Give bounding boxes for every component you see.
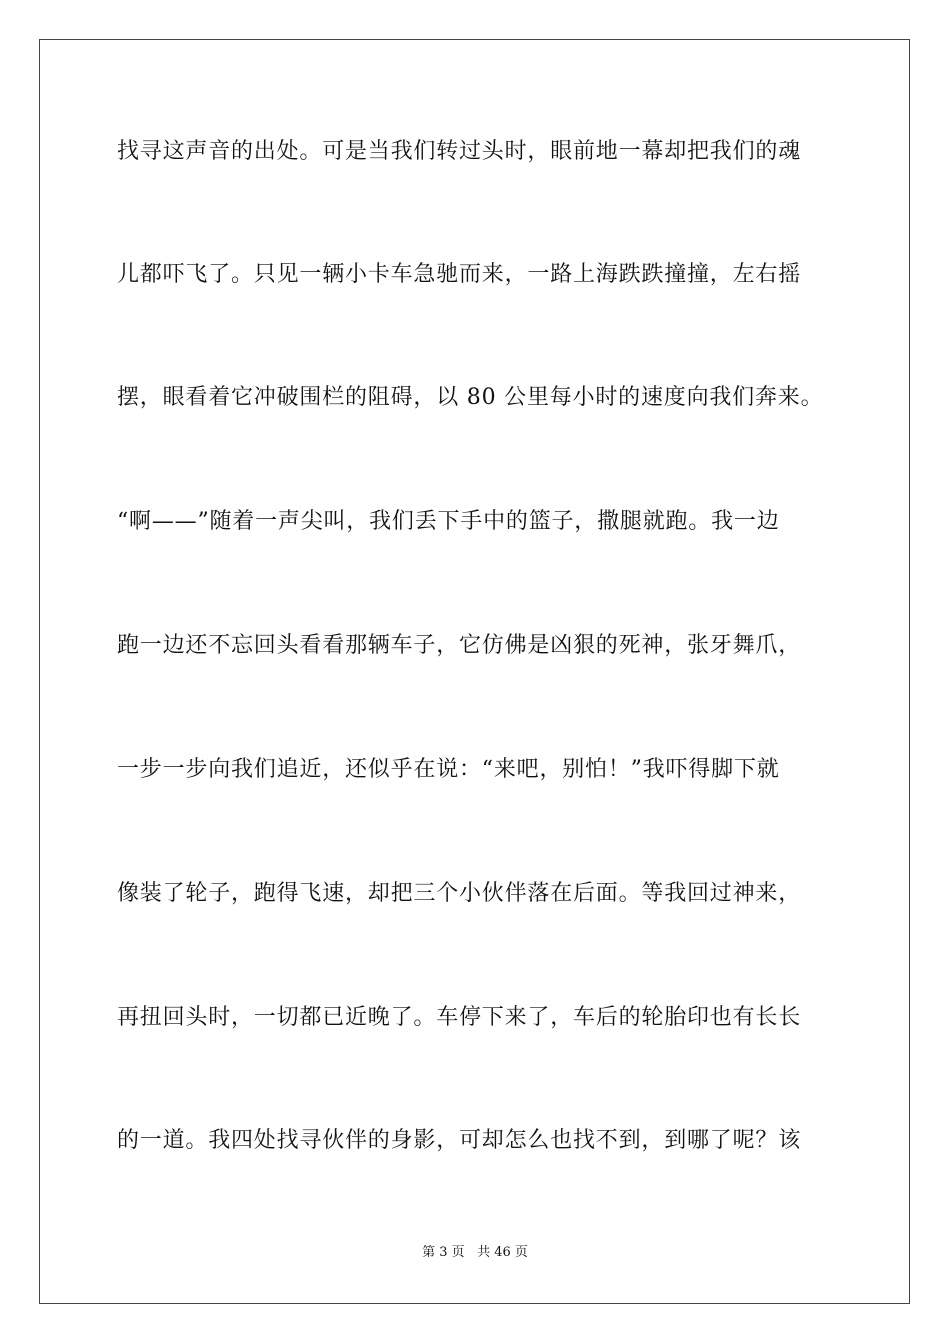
text-line: 像装了轮子，跑得飞速，却把三个小伙伴落在后面。等我回过神来， [117, 881, 802, 906]
text-line: 找寻这声音的出处。可是当我们转过头时，眼前地一幕却把我们的魂 [117, 139, 802, 164]
text-line: 儿都吓飞了。只见一辆小卡车急驰而来，一路上海跌跌撞撞，左右摇 [117, 262, 802, 287]
page-number: 第 3 页 [422, 1245, 465, 1260]
text-line: 摆，眼看着它冲破围栏的阻碍，以 80 公里每小时的速度向我们奔来。 [117, 385, 824, 410]
page-total: 共 46 页 [477, 1245, 528, 1260]
text-line: “啊——”随着一声尖叫，我们丢下手中的篮子，撒腿就跑。我一边 [117, 509, 780, 534]
text-line: 再扭回头时，一切都已近晚了。车停下来了，车后的轮胎印也有长长 [117, 1005, 802, 1030]
page-footer [0, 1245, 950, 1261]
text-line: 的一道。我四处找寻伙伴的身影，可却怎么也找不到，到哪了呢？该 [117, 1128, 802, 1153]
page-border [39, 39, 910, 1304]
text-line: 一步一步向我们追近，还似乎在说：“来吧，别怕！”我吓得脚下就 [117, 757, 780, 782]
text-line: 跑一边还不忘回头看看那辆车子，它仿佛是凶狠的死神，张牙舞爪， [117, 633, 802, 658]
